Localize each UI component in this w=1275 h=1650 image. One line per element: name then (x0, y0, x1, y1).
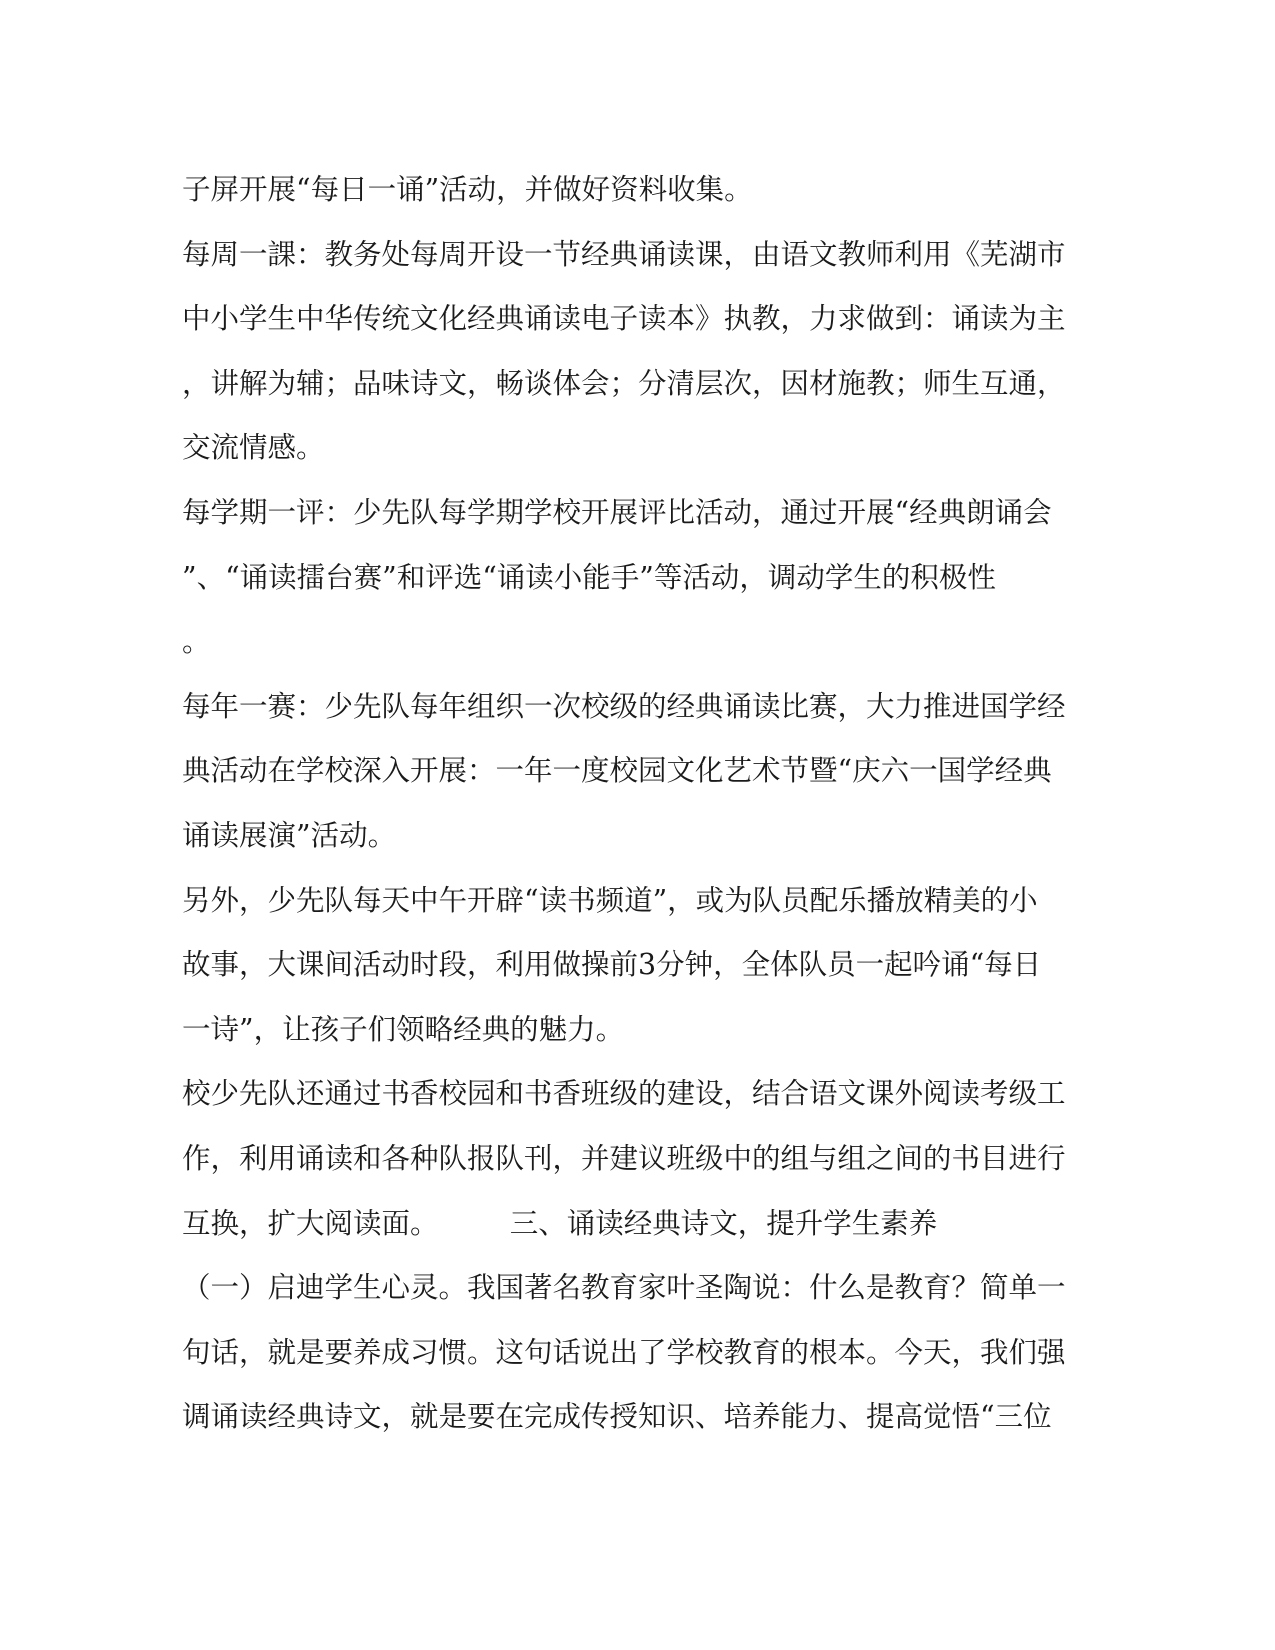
text-line: ”、“诵读擂台赛”和评选“诵读小能手”等活动，调动学生的积极性 (182, 560, 996, 594)
text-line: 子屏开展“每日一诵”活动，并做好资料收集。 (182, 173, 753, 206)
text-line: 每学期一评：少先队每学期学校开展评比活动，通过开展“经典朗诵会 (182, 495, 1052, 529)
text-line: 每年一赛：少先队每年组织一次校级的经典诵读比赛，大力推进国学经 (182, 689, 1066, 723)
text-line: 作，利用诵读和各种队报队刊，并建议班级中的组与组之间的书目进行 (182, 1141, 1066, 1175)
text-line: 。 (182, 625, 211, 659)
text-line: 故事，大课间活动时段，利用做操前3分钟，全体队员一起吟诵“每日 (182, 948, 1042, 982)
text-line: ，讲解为辅；品味诗文，畅谈体会；分清层次，因材施教；师生互通， (182, 366, 1066, 400)
text-line: 诵读展演”活动。 (182, 818, 397, 852)
text-line: 交流情感。 (182, 431, 325, 465)
text-line: 调诵读经典诗文，就是要在完成传授知识、培养能力、提高觉悟“三位 (182, 1400, 1052, 1434)
text-line: 一诗”，让孩子们领略经典的魅力。 (182, 1012, 625, 1046)
text-line: 典活动在学校深入开展：一年一度校园文化艺术节暨“庆六一国学经典 (182, 754, 1052, 788)
text-line: 互换，扩大阅读面。 三、诵读经典诗文，提升学生素养 (182, 1206, 938, 1240)
body-text (182, 158, 1092, 1450)
text-line: 另外，少先队每天中午开辟“读书频道”，或为队员配乐播放精美的小 (182, 883, 1038, 917)
text-line: 校少先队还通过书香校园和书香班级的建设，结合语文课外阅读考级工 (182, 1077, 1066, 1111)
text-line: （一）启迪学生心灵。我国著名教育家叶圣陶说：什么是教育？简单一 (182, 1271, 1066, 1305)
text-line: 中小学生中华传统文化经典诵读电子读本》执教，力求做到：诵读为主 (182, 302, 1066, 336)
text-line: 每周一課：教务处每周开设一节经典诵读课，由语文教师利用《芜湖市 (182, 237, 1066, 271)
text-line: 句话，就是要养成习惯。这句话说出了学校教育的根本。今天，我们强 (182, 1335, 1066, 1369)
